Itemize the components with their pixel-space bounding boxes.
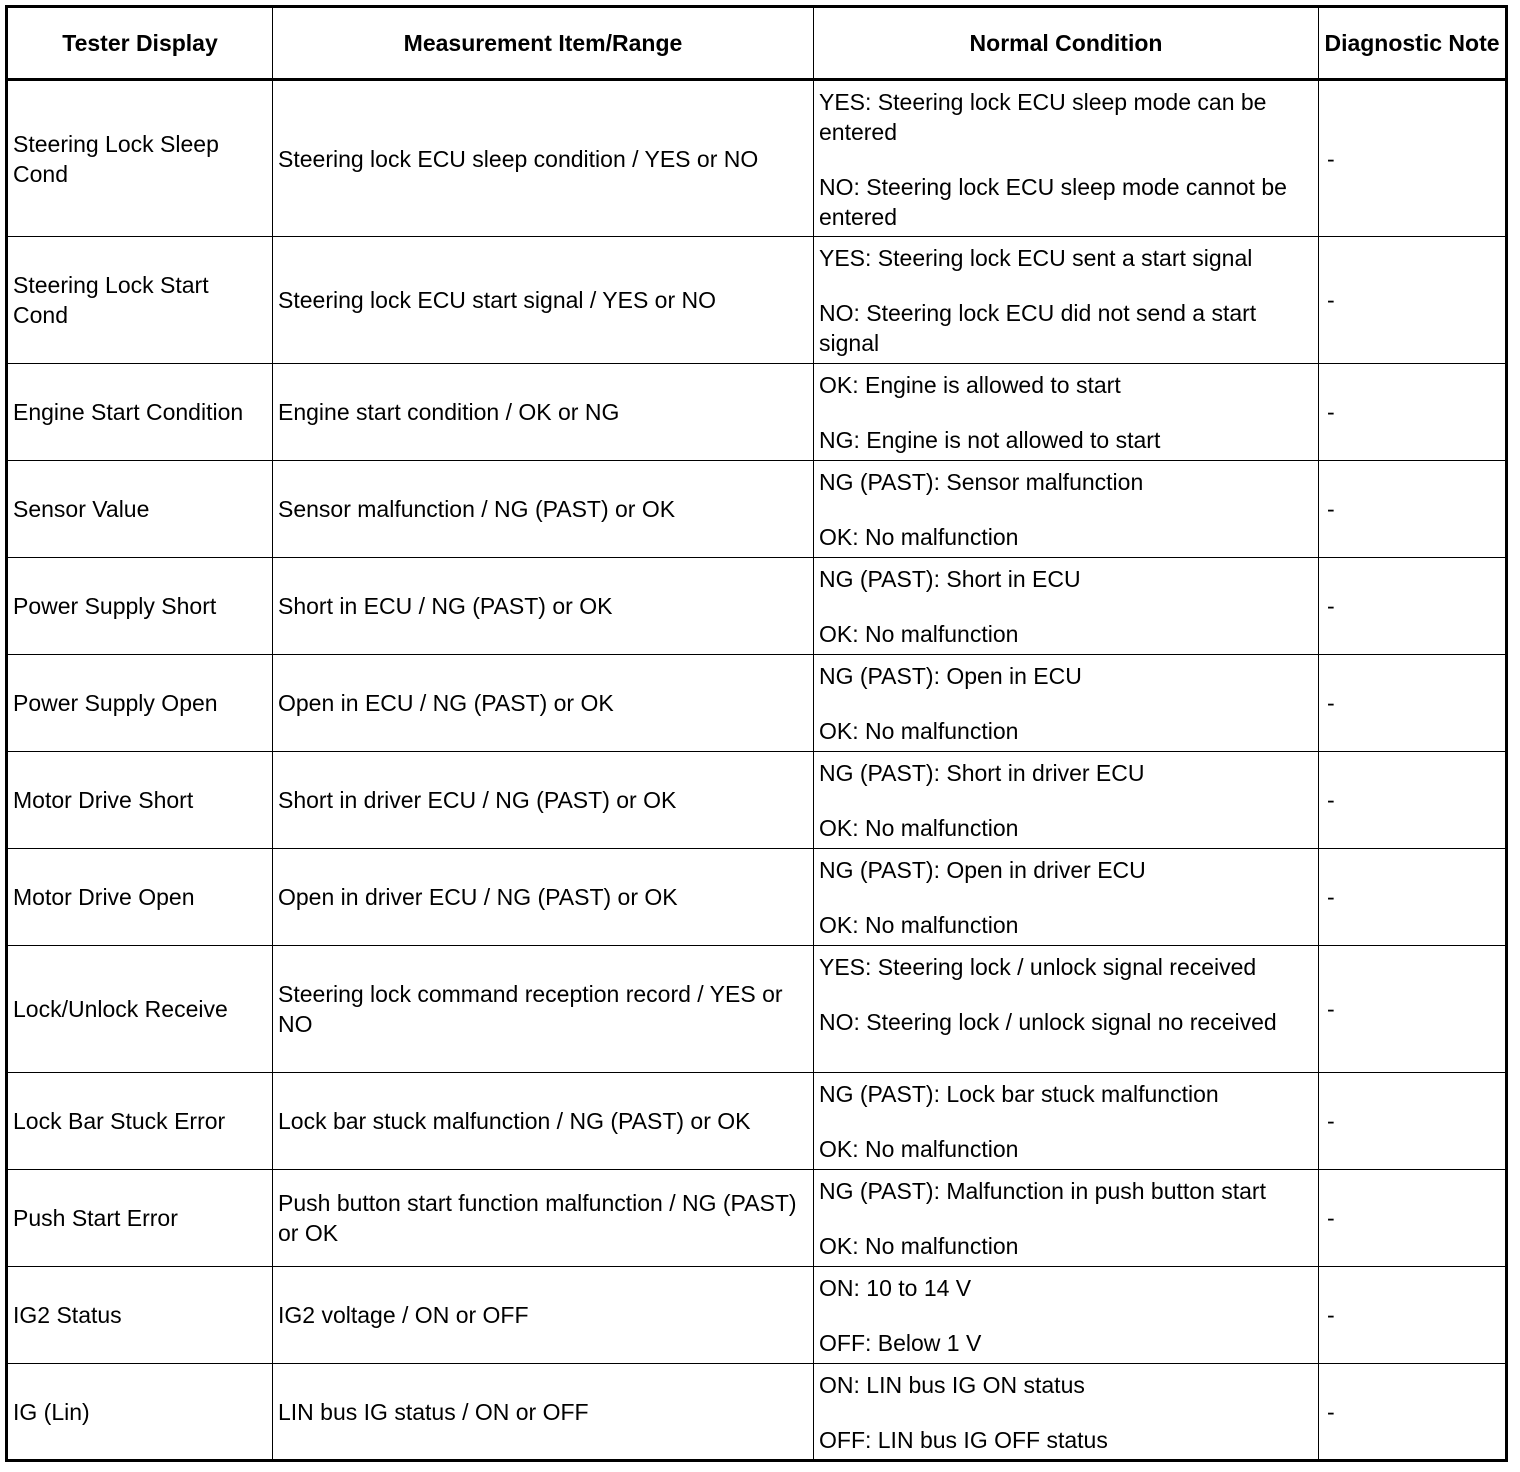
table-row (7, 849, 1507, 946)
diagnostic-note-cell: - (1319, 461, 1507, 558)
table-row (7, 1073, 1507, 1170)
measurement-cell: Engine start condition / OK or NG (273, 364, 814, 461)
measurement-cell: Sensor malfunction / NG (PAST) or OK (273, 461, 814, 558)
normal-condition-cell (814, 752, 1319, 849)
diagnostic-note-cell: - (1319, 558, 1507, 655)
condition-line: OFF: Below 1 V (819, 1330, 982, 1356)
diagnostic-note-cell: - (1319, 80, 1507, 237)
normal-condition-cell (814, 1267, 1319, 1364)
condition-line: OK: No malfunction (819, 1136, 1019, 1162)
condition-line: YES: Steering lock ECU sleep mode can be entered (819, 89, 1267, 145)
table-row (7, 1364, 1507, 1461)
condition-line: OK: No malfunction (819, 621, 1019, 647)
tester-display-cell: Power Supply Open (7, 655, 273, 752)
measurement-cell: Open in driver ECU / NG (PAST) or OK (273, 849, 814, 946)
measurement-cell: IG2 voltage / ON or OFF (273, 1267, 814, 1364)
normal-condition-cell (814, 1364, 1319, 1461)
tester-display-cell: Steering Lock Sleep Cond (7, 80, 273, 237)
measurement-cell: Steering lock ECU start signal / YES or NO (273, 237, 814, 364)
normal-condition-cell (814, 849, 1319, 946)
condition-line: NO: Steering lock ECU sleep mode cannot be entered (819, 174, 1287, 230)
normal-condition-cell (814, 946, 1319, 1073)
tester-display-cell: Power Supply Short (7, 558, 273, 655)
diagnostic-note-cell: - (1319, 364, 1507, 461)
data-list-sheet (5, 5, 1508, 1462)
tester-display-cell: IG2 Status (7, 1267, 273, 1364)
measurement-cell: Steering lock command reception record / YES or NO (273, 946, 814, 1073)
table-row (7, 1267, 1507, 1364)
table-row (7, 364, 1507, 461)
diagnostic-note-cell: - (1319, 1073, 1507, 1170)
normal-condition-cell (814, 558, 1319, 655)
condition-line: NG (PAST): Short in ECU (819, 566, 1081, 592)
tester-display-cell: Lock Bar Stuck Error (7, 1073, 273, 1170)
tester-display-cell: Steering Lock Start Cond (7, 237, 273, 364)
data-list-table (5, 5, 1508, 1462)
condition-line: OK: No malfunction (819, 1233, 1019, 1259)
measurement-cell: Short in driver ECU / NG (PAST) or OK (273, 752, 814, 849)
condition-line: ON: LIN bus IG ON status (819, 1372, 1085, 1398)
condition-line: NG (PAST): Malfunction in push button start (819, 1178, 1266, 1204)
header-row (7, 7, 1507, 80)
header-diagnostic-note: Diagnostic Note (1319, 7, 1507, 80)
condition-line: NO: Steering lock ECU did not send a start signal (819, 300, 1257, 356)
header-normal-condition: Normal Condition (814, 7, 1319, 80)
condition-line: NO: Steering lock / unlock signal no received (819, 1009, 1277, 1035)
diagnostic-note-cell: - (1319, 1364, 1507, 1461)
header-measurement: Measurement Item/Range (273, 7, 814, 80)
tester-display-cell: IG (Lin) (7, 1364, 273, 1461)
condition-line: OK: No malfunction (819, 815, 1019, 841)
condition-line: NG (PAST): Lock bar stuck malfunction (819, 1081, 1219, 1107)
condition-line: NG: Engine is not allowed to start (819, 427, 1161, 453)
normal-condition-cell (814, 237, 1319, 364)
condition-line: NG (PAST): Open in driver ECU (819, 857, 1146, 883)
diagnostic-note-cell: - (1319, 1170, 1507, 1267)
measurement-cell: Open in ECU / NG (PAST) or OK (273, 655, 814, 752)
tester-display-cell: Engine Start Condition (7, 364, 273, 461)
condition-line: NG (PAST): Open in ECU (819, 663, 1082, 689)
condition-line: OK: No malfunction (819, 912, 1019, 938)
tester-display-cell: Motor Drive Short (7, 752, 273, 849)
measurement-cell: Steering lock ECU sleep condition / YES or NO (273, 80, 814, 237)
tester-display-cell: Sensor Value (7, 461, 273, 558)
condition-line: OFF: LIN bus IG OFF status (819, 1427, 1108, 1453)
table-row (7, 461, 1507, 558)
tester-display-cell: Motor Drive Open (7, 849, 273, 946)
table-row (7, 237, 1507, 364)
table-row (7, 946, 1507, 1073)
table-row (7, 1170, 1507, 1267)
condition-line: YES: Steering lock / unlock signal received (819, 954, 1257, 980)
measurement-cell: Push button start function malfunction / NG (PAST) or OK (273, 1170, 814, 1267)
table-row (7, 558, 1507, 655)
condition-line: YES: Steering lock ECU sent a start signal (819, 245, 1253, 271)
normal-condition-cell (814, 364, 1319, 461)
normal-condition-cell (814, 80, 1319, 237)
normal-condition-cell (814, 461, 1319, 558)
condition-line: OK: No malfunction (819, 718, 1019, 744)
diagnostic-note-cell: - (1319, 946, 1507, 1073)
table-row (7, 80, 1507, 237)
header-tester-display: Tester Display (7, 7, 273, 80)
table-row (7, 752, 1507, 849)
normal-condition-cell (814, 1073, 1319, 1170)
condition-line: OK: Engine is allowed to start (819, 372, 1121, 398)
tester-display-cell: Lock/Unlock Receive (7, 946, 273, 1073)
diagnostic-note-cell: - (1319, 655, 1507, 752)
measurement-cell: Short in ECU / NG (PAST) or OK (273, 558, 814, 655)
diagnostic-note-cell: - (1319, 752, 1507, 849)
condition-line: OK: No malfunction (819, 524, 1019, 550)
condition-line: NG (PAST): Sensor malfunction (819, 469, 1144, 495)
diagnostic-note-cell: - (1319, 1267, 1507, 1364)
measurement-cell: LIN bus IG status / ON or OFF (273, 1364, 814, 1461)
normal-condition-cell (814, 655, 1319, 752)
condition-line: NG (PAST): Short in driver ECU (819, 760, 1145, 786)
tester-display-cell: Push Start Error (7, 1170, 273, 1267)
table-row (7, 655, 1507, 752)
condition-line: ON: 10 to 14 V (819, 1275, 972, 1301)
normal-condition-cell (814, 1170, 1319, 1267)
diagnostic-note-cell: - (1319, 849, 1507, 946)
diagnostic-note-cell: - (1319, 237, 1507, 364)
measurement-cell: Lock bar stuck malfunction / NG (PAST) or OK (273, 1073, 814, 1170)
